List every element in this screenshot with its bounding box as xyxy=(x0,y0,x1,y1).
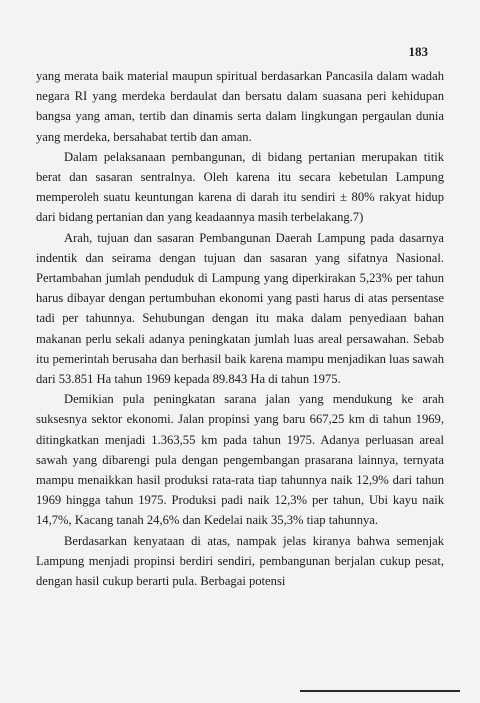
paragraph-5: Berdasarkan kenyataan di atas, nampak jelas kiranya bahwa semenjak Lampung menjadi propinsi berdiri sendiri, pembangunan berjalan cukup pesat, dengan hasil cukup berarti pula. Berbagai potensi xyxy=(36,533,444,589)
page-edge-line xyxy=(300,690,460,692)
paragraph-3: Arah, tujuan dan sasaran Pembangunan Daerah Lampung pada dasarnya indentik dan seirama dengan tujuan dan sasaran yang sifatnya Nasional. Pertambahan jumlah penduduk di Lampung yang diperkirakan 5,23% per tahun harus dibayar dengan pertumbuhan ekonomi yang pasti harus di atas persentase tadi per tahunnya. Sehubungan dengan itu maka dalam penyediaan bahan makanan perlu sekali adanya peningkatan jumlah luas areal persawahan. Sebab itu pemerintah berusaha dan berhasil baik karena mampu menjadikan luas sawah dari 53.851 Ha tahun 1969 kepada 89.843 Ha di tahun 1975. xyxy=(36,230,444,387)
paragraph-2: Dalam pelaksanaan pembangunan, di bidang pertanian merupakan titik berat dan sasaran sentralnya. Oleh karena itu secara kebetulan Lampung memperoleh suatu keuntungan karena di darah itu sendiri ± 80% rakyat hidup dari bidang pertanian dan yang keadaannya masih terbelakang.7) xyxy=(36,149,444,225)
paragraph-4: Demikian pula peningkatan sarana jalan yang mendukung ke arah suksesnya sektor ekonomi. Jalan propinsi yang baru 667,25 km di tahun 1969, ditingkatkan menjadi 1.363,55 km pada tahun 1975. Adanya perluasan areal sawah yang dibarengi pula dengan pengembangan prasarana lainnya, ternyata mampu menaikkan hasil produksi rata-rata tiap tahunnya naik 12,9% dari tahun 1969 hingga tahun 1975. Produksi padi naik 12,3% per tahun, Ubi kayu naik 14,7%, Kacang tanah 24,6% dan Kedelai naik 35,3% tiap tahunnya. xyxy=(36,392,444,528)
paragraph-1: yang merata baik material maupun spiritual berdasarkan Pancasila dalam wadah negara RI yang merdeka berdaulat dan bersatu dalam suasana peri kehidupan bangsa yang aman, tertib dan dinamis serta dalam lingkungan pergaulan dunia yang merdeka, bersahabat tertib dan aman. xyxy=(36,69,444,144)
body-text xyxy=(36,66,444,591)
page-number: 183 xyxy=(408,44,428,59)
